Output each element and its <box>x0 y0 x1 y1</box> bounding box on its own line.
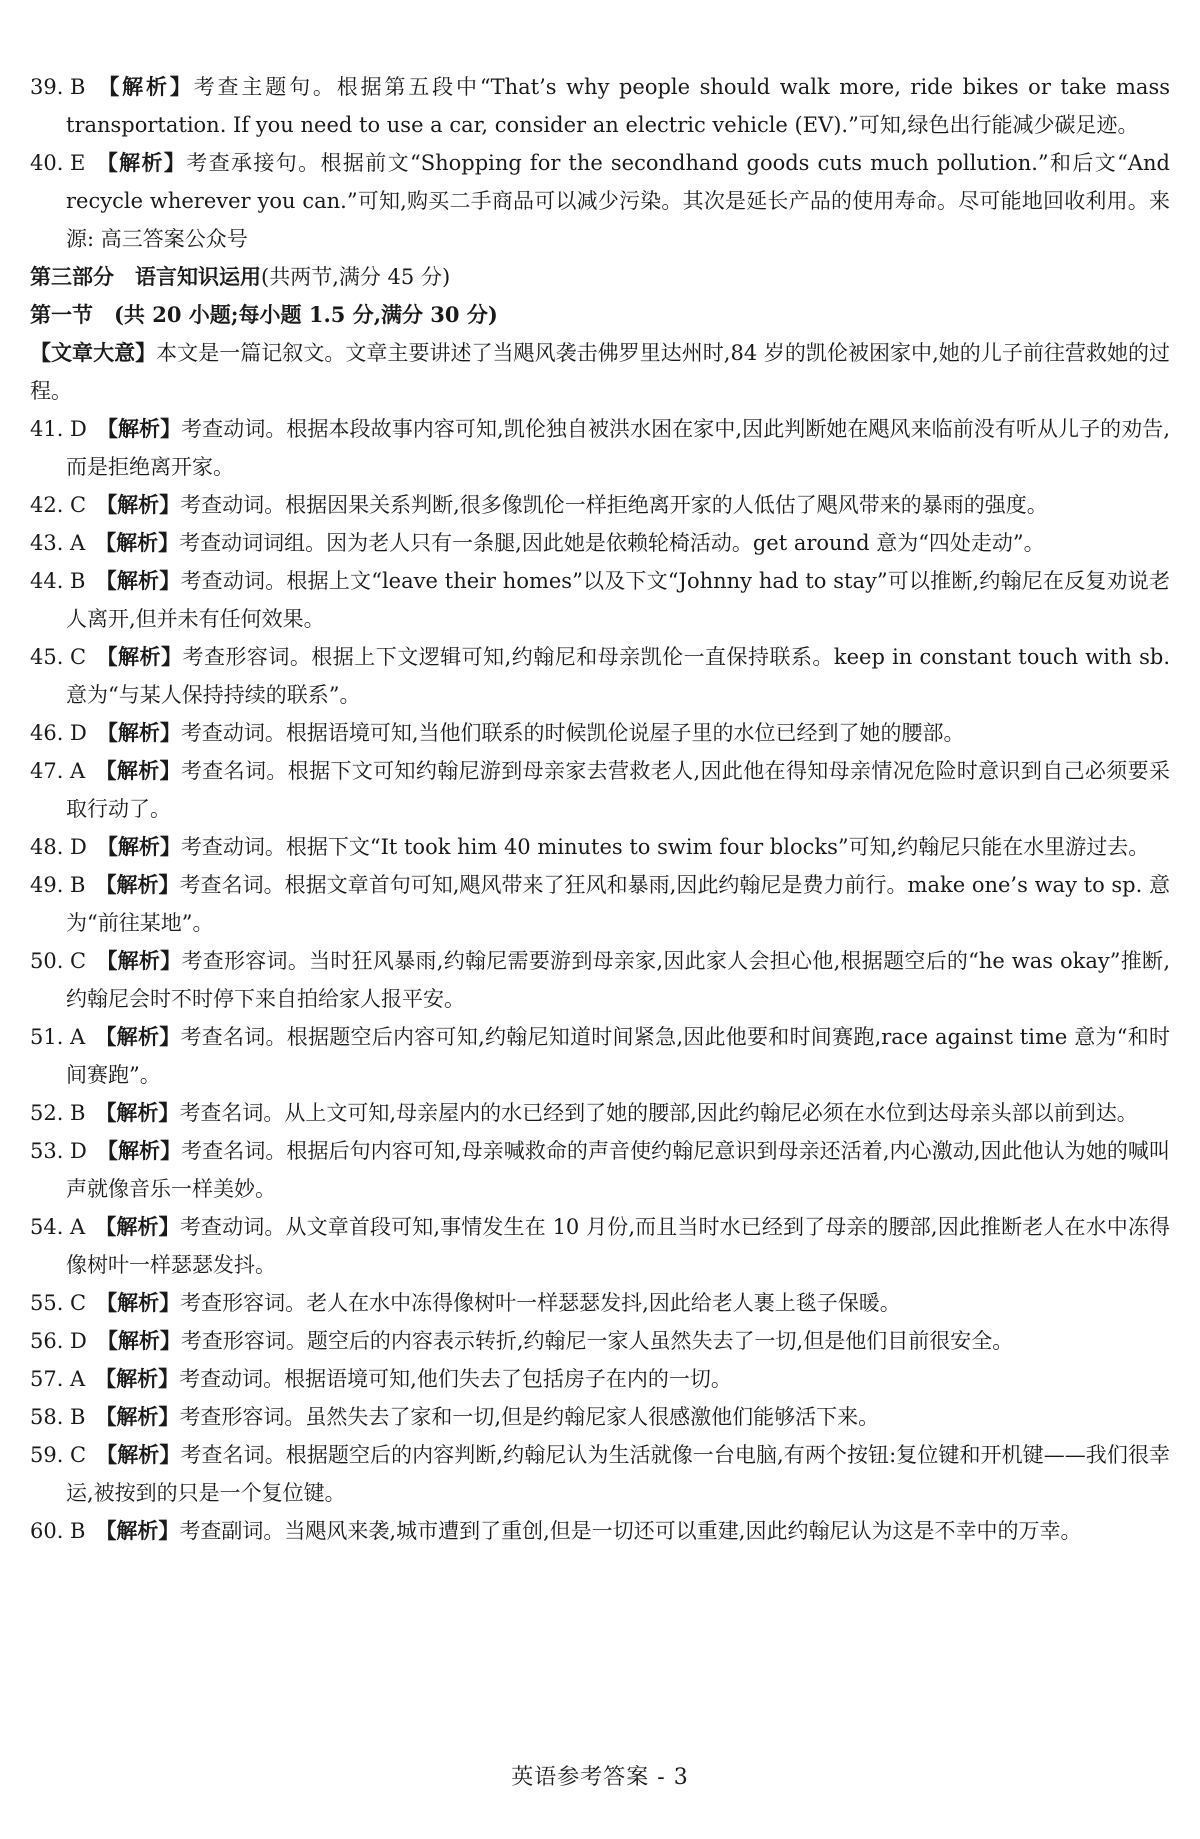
analysis-tag: 【解析】 <box>95 1024 181 1049</box>
analysis-tag: 【解析】 <box>95 758 181 783</box>
answer-entry <box>30 1398 1170 1436</box>
question-number: 48. <box>30 835 64 859</box>
answer-letter: C <box>70 1291 87 1315</box>
answer-entry <box>30 1018 1170 1094</box>
question-number: 40. <box>30 151 64 175</box>
question-number: 49. <box>30 873 64 897</box>
article-summary <box>30 334 1170 410</box>
answer-entry <box>30 1322 1170 1360</box>
question-number: 39. <box>30 75 64 99</box>
question-number: 45. <box>30 645 64 669</box>
answer-list-top <box>30 68 1170 258</box>
analysis-text: 考查形容词。题空后的内容表示转折,约翰尼一家人虽然失去了一切,但是他们目前很安全。 <box>180 1329 1014 1353</box>
analysis-tag: 【解析】 <box>95 74 194 99</box>
answer-letter: B <box>70 75 86 99</box>
analysis-text: 考查动词词组。因为老人只有一条腿,因此她是依赖轮椅活动。get around 意为“四处走动”。 <box>179 531 1045 555</box>
answer-entry <box>30 1360 1170 1398</box>
analysis-tag: 【解析】 <box>95 530 180 555</box>
question-number: 43. <box>30 531 64 555</box>
analysis-text: 考查形容词。根据上下文逻辑可知,约翰尼和母亲凯伦一直保持联系。keep in constant touch with sb. 意为“与某人保持持续的联系”。 <box>66 645 1171 707</box>
answer-letter: B <box>70 1405 86 1429</box>
answer-letter: A <box>70 759 86 783</box>
answer-letter: D <box>70 721 87 745</box>
analysis-tag: 【解析】 <box>95 150 187 175</box>
analysis-tag: 【解析】 <box>96 1138 182 1163</box>
sub-heading <box>30 296 1170 334</box>
part-note: (共两节,满分 45 分) <box>261 265 451 289</box>
question-number: 59. <box>30 1443 64 1467</box>
question-number: 51. <box>30 1025 64 1049</box>
analysis-tag: 【解析】 <box>95 1518 180 1543</box>
analysis-text: 考查动词。根据本段故事内容可知,凯伦独自被洪水困在家中,因此判断她在飓风来临前没有听从儿子的劝告,而是拒绝离开家。 <box>66 417 1170 479</box>
answer-entry <box>30 524 1170 562</box>
question-number: 44. <box>30 569 64 593</box>
answer-entry <box>30 638 1170 714</box>
analysis-tag: 【解析】 <box>96 834 181 859</box>
analysis-tag: 【解析】 <box>96 416 182 441</box>
analysis-text: 考查名词。根据题空后内容可知,约翰尼知道时间紧急,因此他要和时间赛跑,race against time 意为“和时间赛跑”。 <box>66 1025 1171 1087</box>
answer-letter: B <box>70 569 86 593</box>
analysis-tag: 【解析】 <box>95 568 181 593</box>
answer-entry <box>30 410 1170 486</box>
analysis-text: 考查名词。根据下文可知约翰尼游到母亲家去营救老人,因此他在得知母亲情况危险时意识到自己必须要采取行动了。 <box>66 759 1171 821</box>
part-title: 第三部分 语言知识运用 <box>30 264 261 289</box>
analysis-text: 考查名词。根据文章首句可知,飓风带来了狂风和暴雨,因此约翰尼是费力前行。make one’s way to sp. 意为“前往某地”。 <box>66 873 1170 935</box>
answer-entry <box>30 828 1170 866</box>
analysis-tag: 【解析】 <box>96 1328 181 1353</box>
answer-letter: D <box>70 1329 87 1353</box>
part-heading <box>30 258 1170 296</box>
analysis-text: 考查形容词。当时狂风暴雨,约翰尼需要游到母亲家,因此家人会担心他,根据题空后的“he was okay”推断,约翰尼会时不时停下来自拍给家人报平安。 <box>66 949 1171 1011</box>
answer-letter: C <box>70 949 87 973</box>
analysis-tag: 【解析】 <box>95 872 180 897</box>
answer-entry <box>30 68 1170 144</box>
answer-letter: C <box>70 645 87 669</box>
analysis-tag: 【解析】 <box>96 948 182 973</box>
analysis-text: 考查动词。根据语境可知,当他们联系的时候凯伦说屋子里的水位已经到了她的腰部。 <box>180 721 965 745</box>
question-number: 56. <box>30 1329 64 1353</box>
answer-letter: A <box>70 1367 86 1391</box>
analysis-tag: 【解析】 <box>96 644 183 669</box>
question-number: 60. <box>30 1519 64 1543</box>
answer-entry <box>30 942 1170 1018</box>
analysis-text: 考查动词。根据下文“It took him 40 minutes to swim four blocks”可知,约翰尼只能在水里游过去。 <box>180 835 1150 859</box>
answer-entry <box>30 1436 1170 1512</box>
answer-entry <box>30 1094 1170 1132</box>
analysis-tag: 【解析】 <box>95 1100 180 1125</box>
analysis-tag: 【解析】 <box>96 720 181 745</box>
answer-entry <box>30 1132 1170 1208</box>
analysis-text: 考查副词。当飓风来袭,城市遭到了重创,但是一切还可以重建,因此约翰尼认为这是不幸中的万幸。 <box>179 1519 1082 1543</box>
analysis-text: 考查名词。根据后句内容可知,母亲喊救命的声音使约翰尼意识到母亲还活着,内心激动,因此他认为她的喊叫声就像音乐一样美妙。 <box>66 1139 1170 1201</box>
answer-list <box>30 410 1170 1550</box>
summary-text: 本文是一篇记叙文。文章主要讲述了当飓风袭击佛罗里达州时,84 岁的凯伦被困家中,她的儿子前往营救她的过程。 <box>30 341 1171 403</box>
question-number: 52. <box>30 1101 64 1125</box>
analysis-tag: 【解析】 <box>95 1404 180 1429</box>
answer-entry <box>30 1284 1170 1322</box>
analysis-text: 考查动词。根据语境可知,他们失去了包括房子在内的一切。 <box>179 1367 732 1391</box>
answer-letter: A <box>70 531 86 555</box>
answer-letter: C <box>70 1443 87 1467</box>
question-number: 54. <box>30 1215 64 1239</box>
answer-entry <box>30 1208 1170 1284</box>
answer-page <box>30 68 1170 1550</box>
analysis-text: 考查主题句。根据第五段中“That’s why people should walk more, ride bikes or take mass transportation. If you need to use a car, consider an electric vehicle (EV).”可知,绿色出行能减少碳足迹。 <box>66 75 1171 137</box>
question-number: 41. <box>30 417 64 441</box>
question-number: 57. <box>30 1367 64 1391</box>
analysis-text: 考查动词。根据因果关系判断,很多像凯伦一样拒绝离开家的人低估了飓风带来的暴雨的强度。 <box>180 493 1048 517</box>
analysis-tag: 【解析】 <box>96 492 181 517</box>
question-number: 55. <box>30 1291 64 1315</box>
answer-letter: B <box>70 1519 86 1543</box>
analysis-text: 考查名词。根据题空后的内容判断,约翰尼认为生活就像一台电脑,有两个按钮:复位键和开机键——我们很幸运,被按到的只是一个复位键。 <box>66 1443 1171 1505</box>
answer-entry <box>30 866 1170 942</box>
answer-entry <box>30 714 1170 752</box>
analysis-text: 考查形容词。老人在水中冻得像树叶一样瑟瑟发抖,因此给老人裹上毯子保暖。 <box>180 1291 901 1315</box>
question-number: 46. <box>30 721 64 745</box>
answer-letter: D <box>70 1139 87 1163</box>
answer-entry <box>30 752 1170 828</box>
question-number: 47. <box>30 759 64 783</box>
answer-entry <box>30 1512 1170 1550</box>
question-number: 50. <box>30 949 64 973</box>
question-number: 58. <box>30 1405 64 1429</box>
answer-letter: B <box>70 873 86 897</box>
answer-letter: B <box>70 1101 86 1125</box>
question-number: 42. <box>30 493 64 517</box>
analysis-tag: 【解析】 <box>95 1366 180 1391</box>
analysis-tag: 【解析】 <box>96 1442 181 1467</box>
analysis-tag: 【解析】 <box>95 1214 180 1239</box>
answer-letter: A <box>70 1215 86 1239</box>
summary-tag: 【文章大意】 <box>30 340 157 365</box>
answer-letter: D <box>70 417 87 441</box>
analysis-text: 考查形容词。虽然失去了家和一切,但是约翰尼家人很感激他们能够活下来。 <box>179 1405 880 1429</box>
answer-letter: D <box>70 835 87 859</box>
analysis-tag: 【解析】 <box>96 1290 181 1315</box>
answer-entry <box>30 144 1170 258</box>
question-number: 53. <box>30 1139 64 1163</box>
sub-title: 第一节 (共 20 小题;每小题 1.5 分,满分 30 分) <box>30 302 498 327</box>
answer-letter: C <box>70 493 87 517</box>
answer-entry <box>30 486 1170 524</box>
answer-entry <box>30 562 1170 638</box>
analysis-text: 考查承接句。根据前文“Shopping for the secondhand goods cuts much pollution.”和后文“And recycle wherever you can.”可知,购买二手商品可以减少污染。其次是延长产品的使用寿命。尽可能地回收利用。来源: 高三答案公众号 <box>66 151 1171 251</box>
analysis-text: 考查动词。从文章首段可知,事情发生在 10 月份,而且当时水已经到了母亲的腰部,因此推断老人在水中冻得像树叶一样瑟瑟发抖。 <box>66 1215 1170 1277</box>
answer-letter: E <box>70 151 86 175</box>
analysis-text: 考查动词。根据上文“leave their homes”以及下文“Johnny had to stay”可以推断,约翰尼在反复劝说老人离开,但并未有任何效果。 <box>66 569 1171 631</box>
page-footer: 英语参考答案 - 3 <box>511 1765 689 1790</box>
analysis-text: 考查名词。从上文可知,母亲屋内的水已经到了她的腰部,因此约翰尼必须在水位到达母亲头部以前到达。 <box>179 1101 1138 1125</box>
answer-letter: A <box>70 1025 86 1049</box>
